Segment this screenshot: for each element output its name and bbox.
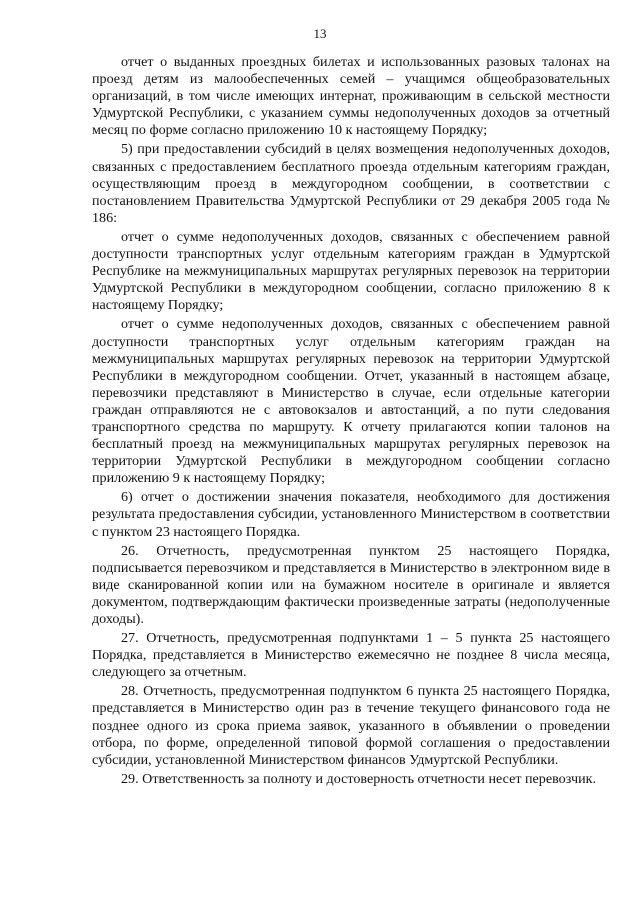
paragraph-report-app-9: отчет о сумме недополученных доходов, связанных с обеспечением равной доступности транспортных услуг отдельным категориям граждан на межмуниципальных маршрутах регулярных перевозок на территории Удмуртской Республики в междугородном сообщении. Отчет, указанный в настоящем абзаце, перевозчики представляют в Министерство в случае, если отдельные категории граждан отправляются не с автовокзалов и автостанций, а по пути следования транспортного средства по маршруту. К отчету прилагаются копии талонов на бесплатный проезд на межмуниципальных маршрутах регулярных перевозок на территории Удмуртской Республики в междугородном сообщении согласно приложению 9 к настоящему Порядку; [92,316,610,487]
paragraph-section-29: 29. Ответственность за полноту и достоверность отчетности несет перевозчик. [121,770,596,787]
paragraph-item-6: 6) отчет о достижении значения показателя, необходимого для достижения результата предоставления субсидии, установленного Министерством в соответствии с пунктом 23 настоящего Порядка. [92,489,610,540]
paragraph-section-27: 27. Отчетность, предусмотренная подпунктами 1 – 5 пункта 25 настоящего Порядка, представляется в Министерство ежемесячно не позднее 8 числа месяца, следующего за отчетным. [92,630,610,681]
document-body [92,54,610,788]
page-number: 13 [313,26,327,41]
paragraph-section-26: 26. Отчетность, предусмотренная пунктом 25 настоящего Порядка, подписывается перевозчиком и представляется в Министерство в электронном виде в виде сканированной копии или на бумажном носителе в оригинале и является документом, подтверждающим фактически произведенные затраты (недополученные доходы). [92,542,610,627]
paragraph-item-5: 5) при предоставлении субсидий в целях возмещения недополученных доходов, связанных с предоставлением бесплатного проезда отдельным категориям граждан, осуществляющим проезд в междугородном сообщении, в соответствии с постановлением Правительства Удмуртской Республики от 29 декабря 2005 года № 186: [92,141,610,226]
paragraph-section-28: 28. Отчетность, предусмотренная подпунктом 6 пункта 25 настоящего Порядка, представляется в Министерство один раз в течение текущего финансового года не позднее одного из срока приема заявок, указанного в объявлении о проведении отбора, по форме, определенной типовой формой соглашения о предоставлении субсидии, установленной Министерством финансов Удмуртской Республики. [92,683,610,768]
paragraph-report-app-8: отчет о сумме недополученных доходов, связанных с обеспечением равной доступности транспортных услуг отдельным категориям граждан в Удмуртской Республике на межмуниципальных маршрутах регулярных перевозок на территории Удмуртской Республики в междугородном сообщении, согласно приложению 8 к настоящему Порядку; [92,228,610,314]
paragraph-ticket-report: отчет о выданных проездных билетах и использованных разовых талонах на проезд детям из малообеспеченных семей – учащимся общеобразовательных организаций, в том числе имеющих интернат, проживающим в сельской местности Удмуртской Республики, с указанием суммы недополученных доходов за отчетный месяц по форме согласно приложению 10 к настоящему Порядку; [92,54,610,139]
